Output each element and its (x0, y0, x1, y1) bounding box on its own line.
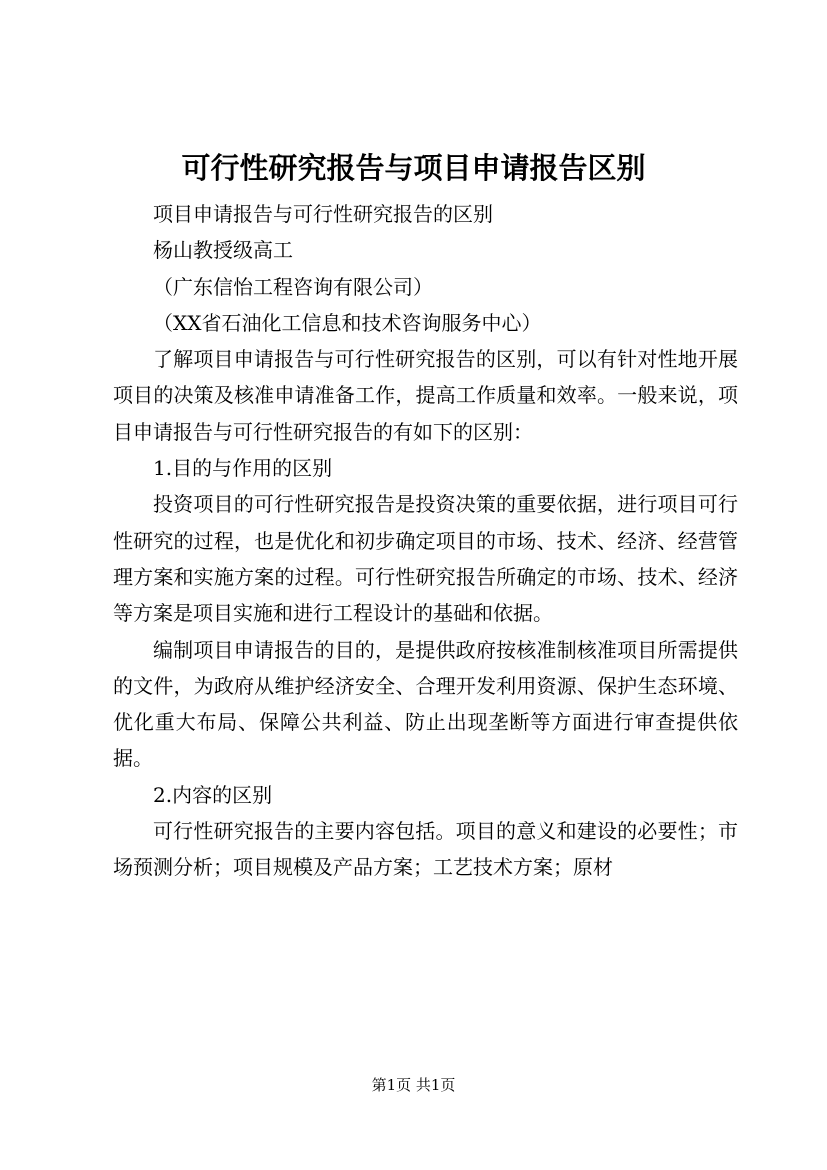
body-paragraph: 投资项目的可行性研究报告是投资决策的重要依据，进行项目可行性研究的过程，也是优化和初步确定项目的市场、技术、经济、经营管理方案和实施方案的过程。可行性研究报告所确定的市场、技术、经济等方案是项目实施和进行工程设计的基础和依据。 (113, 492, 738, 626)
subtitle-paragraph: 项目申请报告与可行性研究报告的区别 (153, 202, 493, 226)
section-heading: 1.目的与作用的区别 (153, 456, 333, 481)
affiliation-paragraph: （XX省石油化工信息和技术咨询服务中心） (153, 310, 542, 335)
body-paragraph: 了解项目申请报告与可行性研究报告的区别，可以有针对性地开展项目的决策及核准申请准备工作，提高工作质量和效率。一般来说，项目申请报告与可行性研究报告的有如下的区别： (113, 347, 738, 444)
document-body (113, 196, 738, 886)
body-paragraph: 可行性研究报告的主要内容包括。项目的意义和建设的必要性；市场预测分析；项目规模及产品方案；工艺技术方案；原材 (113, 819, 738, 880)
section-heading: 2.内容的区别 (153, 782, 273, 807)
page-footer: 第1页 共1页 (371, 1076, 456, 1094)
body-paragraph: 编制项目申请报告的目的，是提供政府按核准制核准项目所需提供的文件，为政府从维护经济安全、合理开发利用资源、保护生态环境、优化重大布局、保障公共利益、防止出现垄断等方面进行审查提供依据。 (113, 637, 738, 771)
affiliation-paragraph: （广东信怡工程咨询有限公司） (153, 274, 433, 299)
document-title: 可行性研究报告与项目申请报告区别 (181, 151, 646, 185)
author-paragraph: 杨山教授级高工 (153, 238, 293, 263)
